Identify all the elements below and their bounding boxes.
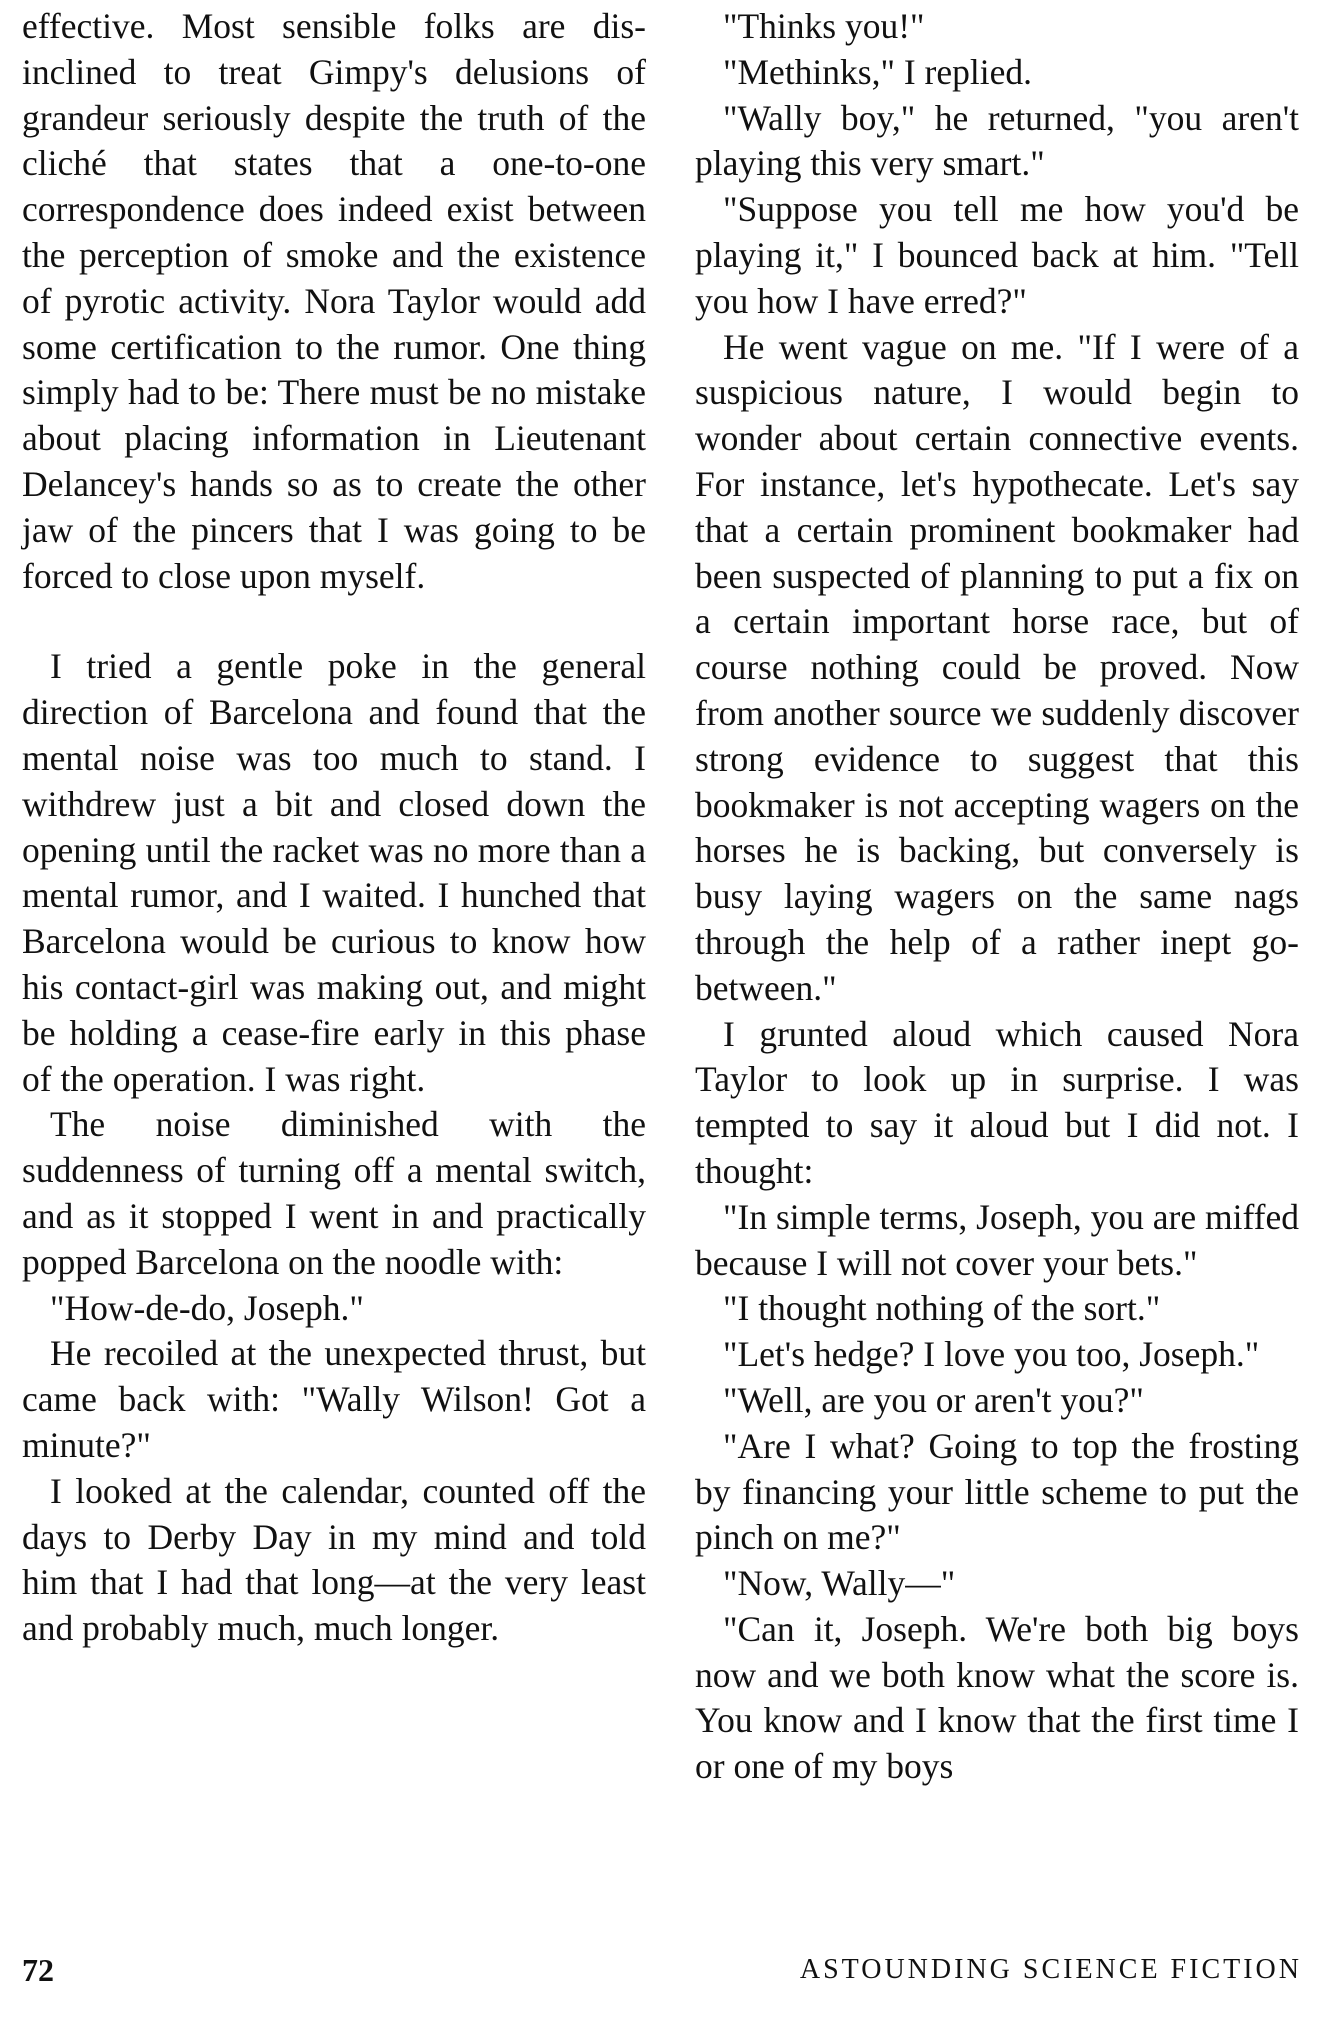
- left-text-column: [22, 4, 646, 1652]
- paragraph: effective. Most sensible folks are disinclined to treat Gimpy's delusions of grandeur seriously despite the truth of the cliché that states that a one-to-one correspondence does indeed exist between the perception of smoke and the existence of pyrotic activity. Nora Taylor would add some certification to the rumor. One thing simply had to be: There must be no mistake about placing information in Lieutenant Delancey's hands so as to create the other jaw of the pincers that I was going to be forced to close upon myself.: [22, 6, 646, 596]
- paragraph: "How-de-do, Joseph.": [50, 1287, 364, 1328]
- paragraph: "Let's hedge? I love you too, Joseph.": [723, 1334, 1260, 1375]
- paragraph: "In simple terms, Joseph, you are miffed because I will not cover your bets.": [695, 1196, 1299, 1283]
- running-footer: ASTOUNDING SCIENCE FICTION: [799, 1954, 1302, 1985]
- paragraph: The noise diminished with the suddenness of turning off a mental switch, and as it stopped I went in and practically popped Barcelona on the noodle with:: [22, 1104, 646, 1282]
- paragraph: "Are I what? Going to top the frosting by financing your little scheme to put the pinch on me?": [695, 1425, 1299, 1558]
- page-number: 72: [22, 1952, 54, 1988]
- paragraph: "Methinks," I replied.: [723, 51, 1032, 92]
- paragraph: "Wally boy," he returned, "you aren't playing this very smart.": [695, 97, 1299, 184]
- paragraph: I looked at the calendar, counted off the days to Derby Day in my mind and told him that I had that long—at the very least and probably much, much longer.: [22, 1470, 646, 1649]
- paragraph: "Well, are you or aren't you?": [723, 1379, 1144, 1420]
- paragraph: "I thought nothing of the sort.": [723, 1288, 1161, 1329]
- paragraph: "Suppose you tell me how you'd be playing it," I bounced back at him. "Tell you how I have erred?": [695, 189, 1299, 321]
- paragraph: "Thinks you!": [723, 6, 925, 46]
- paragraph: I grunted aloud which caused Nora Taylor to look up in surprise. I was tempted to say it aloud but I did not. I thought:: [695, 1013, 1299, 1191]
- paragraph: "Can it, Joseph. We're both big boys now and we both know what the score is. You know and I know that the first time I or one of my boys: [695, 1608, 1299, 1787]
- paragraph: He recoiled at the unexpected thrust, but came back with: "Wally Wilson! Got a minute?": [22, 1333, 646, 1465]
- right-text-column: [695, 4, 1299, 1790]
- paragraph: I tried a gentle poke in the general direction of Barcelona and found that the mental noise was too much to stand. I withdrew just a bit and closed down the opening until the racket was no more than a mental rumor, and I waited. I hunched that Barcelona would be curious to know how his contact-girl was making out, and might be holding a cease-fire early in this phase of the operation. I was right.: [22, 646, 646, 1099]
- paragraph: He went vague on me. "If I were of a suspicious nature, I would begin to wonder about certain connective events. For instance, let's hypothecate. Let's say that a certain prominent bookmaker had been suspected of planning to put a fix on a certain important horse race, but of course nothing could be proved. Now from another source we suddenly discover strong evidence to suggest that this bookmaker is not accepting wagers on the horses he is backing, but conversely is busy laying wagers on the same nags through the help of a rather inept go-between.": [695, 326, 1299, 1008]
- paragraph: "Now, Wally—": [723, 1563, 956, 1604]
